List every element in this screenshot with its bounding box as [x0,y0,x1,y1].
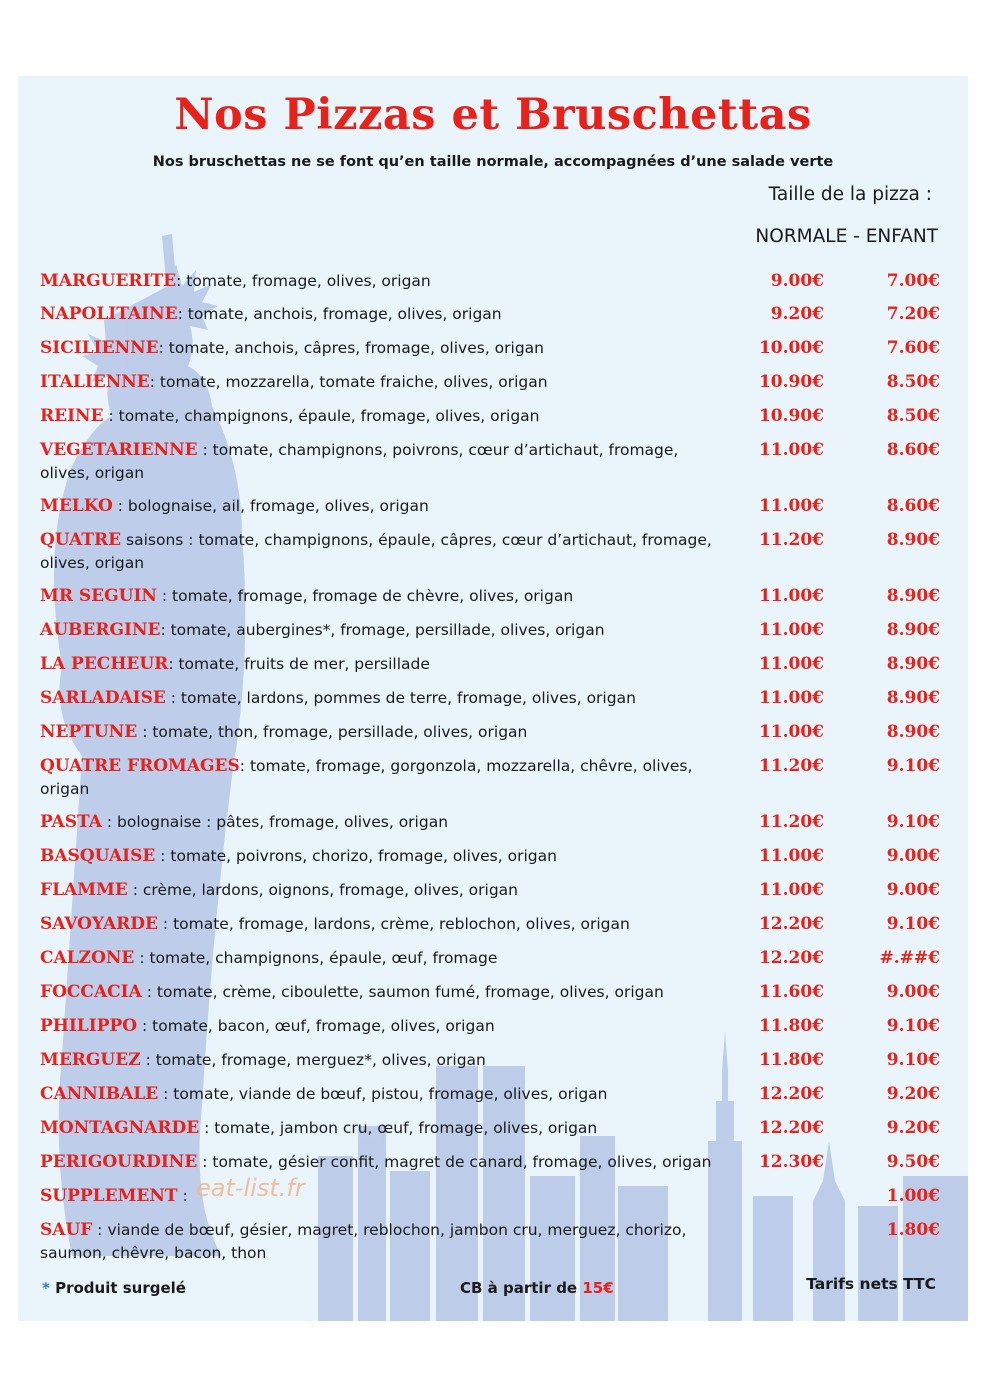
menu-panel [18,76,968,1321]
item-name: ITALIENNE [40,372,150,392]
item-description-line [40,303,728,326]
item-ingredients: saisons : tomate, champignons, épaule, câpres, cœur d’artichaut, fromage, olives, origan [40,531,712,572]
item-ingredients: : tomate, viande de bœuf, pistou, fromage, olives, origan [158,1085,608,1103]
prices-note: Tarifs nets TTC [806,1275,936,1293]
item-description-line [40,1015,728,1038]
price-enfant: 8.90€ [886,654,940,674]
item-ingredients: : tomate, poivrons, chorizo, fromage, olives, origan [155,847,557,865]
price-enfant: 9.00€ [886,846,940,866]
card-minimum [460,1279,614,1297]
item-description-line [40,619,728,642]
price-enfant: 9.00€ [886,982,940,1002]
item-name: VEGETARIENNE [40,440,198,460]
item-description-line [40,947,728,970]
item-name: SUPPLEMENT [40,1186,178,1206]
item-name: NAPOLITAINE [40,304,178,324]
item-ingredients: : tomate, champignons, poivrons, cœur d’artichaut, fromage, olives, origan [40,441,679,482]
price-normale: 12.30€ [758,1152,824,1172]
item-name: PERIGOURDINE [40,1152,198,1172]
price-normale: 11.20€ [758,530,824,550]
price-normale: 11.00€ [758,496,824,516]
asterisk: * [42,1279,50,1297]
item-description-line [40,913,728,936]
item-ingredients: : tomate, thon, fromage, persillade, olives, origan [137,723,528,741]
price-normale: 9.20€ [770,304,824,324]
item-name: MR SEGUIN [40,586,157,606]
card-minimum-amount: 15€ [582,1279,614,1297]
price-enfant: 9.00€ [886,880,940,900]
item-name: MARGUERITE [40,271,177,291]
item-description-line [40,495,728,518]
item-ingredients: : tomate, aubergines*, fromage, persillade, olives, origan [160,621,605,639]
item-ingredients: : tomate, jambon cru, œuf, fromage, olives, origan [199,1119,598,1137]
watermark: eat-list.fr [196,1174,305,1202]
item-ingredients: : tomate, champignons, épaule, œuf, fromage [134,949,498,967]
item-name: AUBERGINE [40,620,161,640]
item-description-line [40,1151,728,1174]
price-normale: 11.80€ [758,1016,824,1036]
item-ingredients: : tomate, bacon, œuf, fromage, olives, origan [137,1017,495,1035]
item-name: SAVOYARDE [40,914,158,934]
price-enfant: 9.10€ [886,812,940,832]
price-normale: 11.00€ [758,586,824,606]
item-name: PASTA [40,812,102,832]
price-enfant: 1.80€ [886,1220,940,1240]
price-enfant: 9.10€ [886,756,940,776]
item-ingredients: : tomate, fromage, lardons, crème, reblochon, olives, origan [158,915,630,933]
item-name: CANNIBALE [40,1084,159,1104]
price-enfant: 8.90€ [886,586,940,606]
item-name: MERGUEZ [40,1050,141,1070]
price-normale: 10.00€ [758,338,824,358]
item-ingredients: : bolognaise, ail, fromage, olives, origan [112,497,429,515]
price-normale: 11.80€ [758,1050,824,1070]
item-name: LA PECHEUR [40,654,169,674]
item-name: NEPTUNE [40,722,138,742]
item-description-line [40,337,728,360]
price-enfant: 8.60€ [886,496,940,516]
item-description-line [40,1117,728,1140]
price-normale: 11.60€ [758,982,824,1002]
pizza-size-label: Taille de la pizza : [768,184,932,205]
size-columns-header: NORMALE - ENFANT [755,226,938,247]
price-enfant: 9.10€ [886,914,940,934]
price-normale: 11.00€ [758,722,824,742]
price-normale: 12.20€ [758,914,824,934]
item-description-line [40,811,728,834]
price-enfant: 8.90€ [886,688,940,708]
price-normale: 11.00€ [758,846,824,866]
price-normale: 12.20€ [758,948,824,968]
card-minimum-text: CB à partir de [460,1279,583,1297]
item-name: FLAMME [40,880,128,900]
price-enfant: 8.60€ [886,440,940,460]
item-name: PHILIPPO [40,1016,138,1036]
item-name: BASQUAISE [40,846,156,866]
price-normale: 11.00€ [758,440,824,460]
item-description-line [40,981,728,1004]
price-enfant: #.##€ [879,948,940,968]
price-enfant: 7.20€ [886,304,940,324]
price-normale: 11.20€ [758,756,824,776]
item-ingredients: : tomate, fromage, olives, origan [176,272,431,290]
item-description-line [40,1219,728,1265]
price-normale: 12.20€ [758,1118,824,1138]
price-normale: 10.90€ [758,372,824,392]
item-ingredients: : tomate, champignons, épaule, fromage, olives, origan [103,407,540,425]
price-enfant: 9.20€ [886,1118,940,1138]
price-normale: 11.00€ [758,880,824,900]
item-description-line [40,653,728,676]
item-description-line [40,1083,728,1106]
item-name: FOCCACIA [40,982,142,1002]
item-description-line [40,845,728,868]
item-ingredients: : tomate, fruits de mer, persillade [168,655,430,673]
frozen-note [42,1279,186,1297]
item-ingredients: : tomate, anchois, câpres, fromage, olives, origan [158,339,544,357]
item-ingredients: : tomate, mozzarella, tomate fraiche, olives, origan [149,373,548,391]
price-normale: 12.20€ [758,1084,824,1104]
price-enfant: 8.90€ [886,620,940,640]
item-description-line [40,405,728,428]
price-enfant: 8.90€ [886,722,940,742]
item-description-line [40,687,728,710]
item-description-line [40,1049,728,1072]
item-description-line [40,1185,728,1208]
item-name: REINE [40,406,104,426]
item-ingredients: : tomate, fromage, fromage de chèvre, olives, origan [156,587,574,605]
price-enfant: 9.20€ [886,1084,940,1104]
item-name: QUATRE [40,530,122,550]
price-enfant: 7.00€ [886,271,940,291]
item-name: SARLADAISE [40,688,166,708]
price-enfant: 7.60€ [886,338,940,358]
price-enfant: 1.00€ [886,1186,940,1206]
price-normale: 10.90€ [758,406,824,426]
item-ingredients: : tomate, crème, ciboulette, saumon fumé, fromage, olives, origan [141,983,664,1001]
item-ingredients: : tomate, gésier confit, magret de canard, fromage, olives, origan [197,1153,712,1171]
price-enfant: 9.50€ [886,1152,940,1172]
item-name: QUATRE FROMAGES [40,756,240,776]
item-name: MELKO [40,496,113,516]
item-ingredients: : bolognaise : pâtes, fromage, olives, origan [101,813,449,831]
item-name: CALZONE [40,948,135,968]
price-enfant: 9.10€ [886,1016,940,1036]
item-description-line [40,721,728,744]
item-name: SAUF [40,1220,93,1240]
item-description-line [40,755,728,801]
price-normale: 9.00€ [770,271,824,291]
item-ingredients: : tomate, fromage, merguez*, olives, origan [140,1051,486,1069]
item-ingredients: : tomate, anchois, fromage, olives, origan [177,305,502,323]
menu-subtitle: Nos bruschettas ne se font qu’en taille normale, accompagnées d’une salade verte [152,154,834,170]
item-ingredients: : viande de bœuf, gésier, magret, reblochon, jambon cru, merguez, chorizo, saumon, chêvre, bacon, thon [40,1221,687,1262]
price-enfant: 8.50€ [886,372,940,392]
item-description-line [40,585,728,608]
item-name: MONTAGNARDE [40,1118,200,1138]
price-normale: 11.20€ [758,812,824,832]
frozen-note-text: Produit surgelé [49,1279,186,1297]
item-description-line [40,439,728,485]
price-normale: 11.00€ [758,688,824,708]
item-ingredients: : crème, lardons, oignons, fromage, olives, origan [127,881,518,899]
price-normale: 11.00€ [758,620,824,640]
price-enfant: 8.50€ [886,406,940,426]
item-name: SICILIENNE [40,338,159,358]
item-ingredients: : [177,1187,188,1205]
price-enfant: 8.90€ [886,530,940,550]
price-enfant: 9.10€ [886,1050,940,1070]
menu-title: Nos Pizzas et Bruschettas [174,90,812,140]
item-ingredients: : tomate, lardons, pommes de terre, fromage, olives, origan [165,689,636,707]
item-description-line [40,371,728,394]
item-description-line [40,879,728,902]
price-normale: 11.00€ [758,654,824,674]
item-description-line [40,270,728,293]
item-description-line [40,529,728,575]
item-ingredients: : tomate, fromage, gorgonzola, mozzarella, chêvre, olives, origan [40,757,693,798]
